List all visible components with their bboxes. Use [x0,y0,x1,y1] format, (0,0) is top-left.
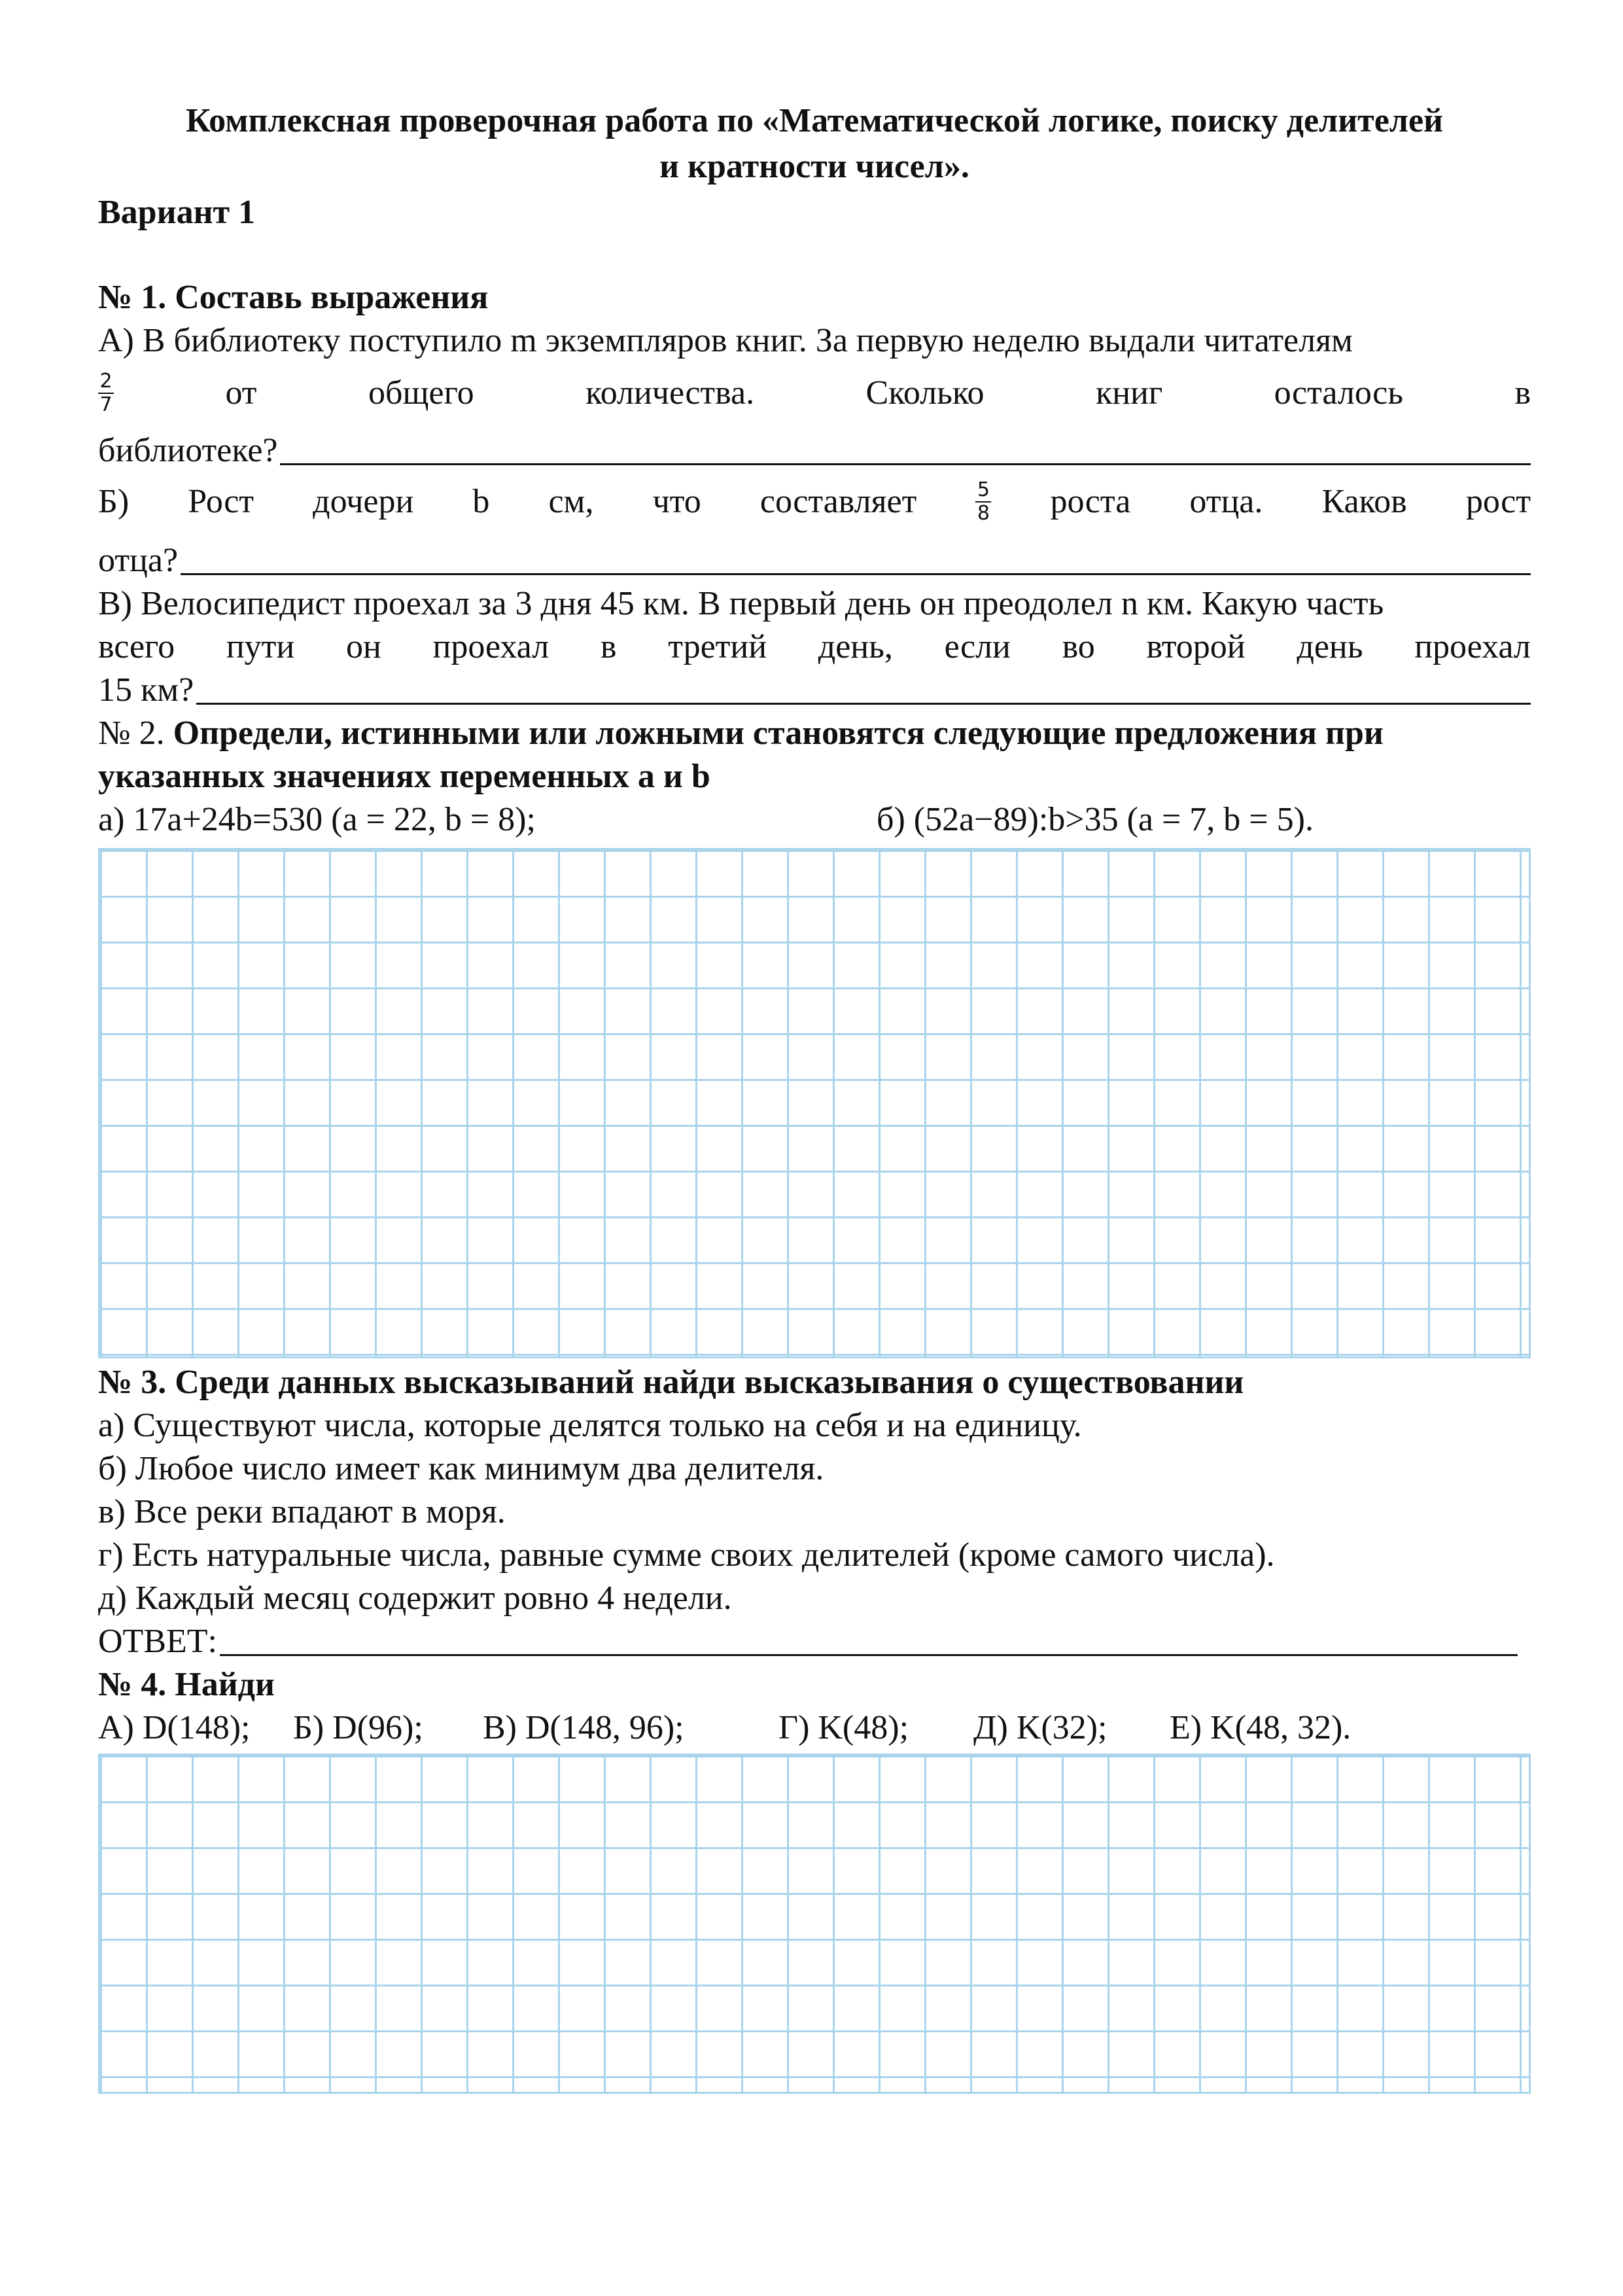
word: общего [368,374,474,412]
variant-label: Вариант 1 [98,194,256,231]
answer-underline[interactable] [181,539,1531,575]
task2-number: № 2. [98,715,165,752]
task1-a-line1: А) В библиотеку поступило m экземпляров книг. За первую неделю выдали читателям [98,322,1353,359]
task3-heading: № 3. Среди данных высказываний найди высказывания о существовании [98,1364,1244,1401]
task1-a-tail: библиотеке? [98,432,278,469]
word: проехал [432,628,550,665]
answer-underline[interactable] [196,669,1531,705]
task1-b-answer-line [98,539,1531,582]
task1-b-line1 [98,472,1531,531]
task4-item: Д) K(32); [973,1709,1108,1746]
task4-heading: № 4. Найди [98,1666,275,1703]
word: книг [1095,374,1163,412]
word: от [225,374,257,412]
word: что [652,483,701,520]
answer-label: ОТВЕТ: [98,1623,217,1660]
task4-item: Е) K(48, 32). [1170,1709,1352,1746]
word: он [345,628,381,665]
word: Сколько [865,374,985,412]
word: см, [548,483,594,520]
word: Б) [98,483,130,520]
task4-item: В) D(148, 96); [483,1709,684,1746]
fraction-denominator: 7 [99,393,113,416]
word: второй [1146,628,1246,665]
title-line-1: Комплексная проверочная работа по «Математической логике, поиску делителей [185,102,1444,139]
fraction-two-sevenths [98,370,114,416]
page-title [98,98,1531,190]
task1-c-line2 [98,626,1531,669]
fraction-denominator: 8 [977,502,990,525]
word: роста [1050,483,1131,520]
word: в [1514,374,1531,412]
word: составляет [759,483,917,520]
task1-c-answer-line [98,669,1531,712]
task3-item: а) Существуют числа, которые делятся только на себя и на единицу. [98,1407,1082,1444]
task2-item-a: а) 17a+24b=530 (a = 22, b = 8); [98,801,536,838]
task4-item: Г) K(48); [778,1709,909,1746]
word: день, [818,628,893,665]
word: рост [1465,483,1531,520]
word: b [472,483,490,520]
task2-item-b: б) (52a−89):b>35 (a = 7, b = 5). [877,801,1314,838]
fraction-five-eighths [975,479,991,525]
task3-item: д) Каждый месяц содержит ровно 4 недели. [98,1580,732,1617]
word: в [600,628,617,665]
task1-c-line1: В) Велосипедист проехал за 3 дня 45 км. В первый день он преодолел n км. Какую часть [98,585,1384,622]
word: осталось [1274,374,1403,412]
word: дочери [313,483,414,520]
word: во [1062,628,1095,665]
task3-answer-line [98,1620,1518,1663]
word: отца. [1189,483,1263,520]
answer-underline[interactable] [220,1620,1518,1656]
word: если [944,628,1011,665]
fraction-numerator: 2 [99,370,113,393]
answer-underline[interactable] [280,429,1531,465]
task4-item: А) D(148); [98,1709,251,1746]
word: проехал [1414,628,1531,665]
word: Каков [1321,483,1407,520]
word: Рост [188,483,254,520]
task1-b-tail: отца? [98,542,179,579]
task2-heading-line2: указанных значениях переменных a и b [98,758,710,795]
task1-a-line2 [98,364,1531,423]
task3-item: б) Любое число имеет как минимум два делителя. [98,1450,824,1487]
task2-grid-answer-area[interactable] [98,848,1531,1358]
task1-a-answer-line [98,429,1531,472]
task4-grid-answer-area[interactable] [98,1754,1531,2094]
task2-heading-text: Определи, истинными или ложными становятся следующие предложения при [173,715,1384,752]
word: третий [668,628,767,665]
task3-item: г) Есть натуральные числа, равные сумме своих делителей (кроме самого числа). [98,1536,1275,1574]
task4-item: Б) D(96); [293,1709,423,1746]
task1-c-tail: 15 км? [98,671,194,709]
task3-item: в) Все реки впадают в моря. [98,1493,506,1530]
fraction-numerator: 5 [977,478,990,501]
word: пути [226,628,295,665]
title-line-2: и кратности чисел». [659,148,969,185]
word: количества. [585,374,755,412]
task1-heading: № 1. Составь выражения [98,279,489,316]
word: день [1297,628,1363,665]
word: всего [98,628,175,665]
task2-heading-line1 [98,712,1531,755]
